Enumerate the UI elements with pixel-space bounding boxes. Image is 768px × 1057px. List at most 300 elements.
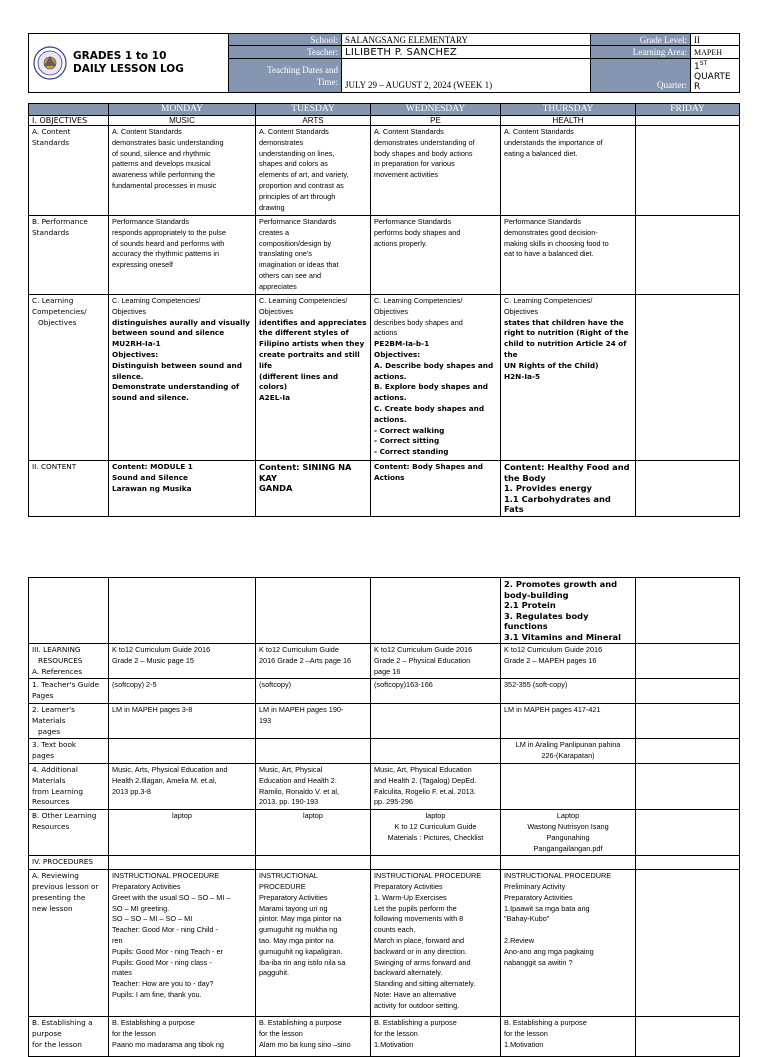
other-resources-tuesday: laptop [256,810,371,856]
cell-line: Content: Healthy Food and [504,462,630,472]
reviewing-thursday [501,870,636,1017]
cell-line: of sounds heard and performs with [112,238,225,248]
cell-line: C. Learning Competencies/ [504,296,593,305]
textbook-monday [109,739,256,764]
cell-line: PE2BM-Ia-b-1 [374,339,430,349]
cell-line: gumuguhit ng kapaligiran. [259,946,343,956]
cell-line: Standing and sitting alternately. [374,979,476,989]
cell-line: GANDA [259,483,293,493]
cell-line: 3. Regulates body functions [504,610,589,631]
textbook-wednesday [371,739,501,764]
cell-line: demonstrates understanding of [374,137,475,147]
label-line: Resources [32,797,70,807]
competencies-thursday [501,295,636,461]
label-line: 4. Additional [32,764,78,774]
cell-line: Preparatory Activities [112,881,181,891]
cell-line: Actions [374,472,405,482]
cell-line: Objectives [374,306,409,316]
cell-line: eating a balanced diet. [504,148,578,158]
cell-line: B. Establishing a purpose [374,1018,457,1028]
cell-line: identifies and appreciates [259,317,367,327]
procedures-label: IV. PROCEDURES [29,856,109,870]
cell-line: "Bahay-Kubo" [504,914,550,924]
reviewing-friday [636,870,740,1017]
cell-line: page 16 [374,666,401,676]
header-title-line1: GRADES 1 to 10 [73,50,167,62]
cell-line: Filipino artists when they [259,339,365,349]
label-line: 3. Text book [32,740,77,750]
cell-line: silence. [112,371,144,381]
purpose-thursday [501,1017,636,1057]
competencies-tuesday [256,295,371,461]
cell-line: Grade 2 – Physical Education [374,655,471,665]
cell-line: making skills in choosing food to [504,238,609,248]
label-line: Pages [32,691,54,701]
competencies-monday [109,295,256,461]
label-line: A. References [32,666,83,676]
cell-line: Demonstrate understanding of [112,382,240,392]
content-standards-tuesday [256,126,371,216]
school-value: SALANGSANG ELEMENTARY [342,34,591,46]
learners-materials-friday [636,703,740,738]
cell-line: A. Content Standards [259,127,329,136]
cell-line: Ramilo, Ronaldo V. et al, [259,786,340,796]
day-header-row [29,104,740,116]
cell-line: 3.1 Vitamins and Mineral [504,631,621,642]
competencies-friday [636,295,740,461]
day-header-tuesday: TUESDAY [256,104,371,116]
cell-line: principles of art through [259,191,336,201]
cell-line: in preparation for various [374,159,455,169]
label-line: pages [32,751,55,761]
cell-line: laptop [425,811,446,821]
content-row [29,461,740,517]
cell-line: Health 2.Illagan, Amelia M. et.al, [112,775,217,785]
cell-line: Objectives [112,306,147,316]
reviewing-wednesday [371,870,501,1017]
cell-line: Marami tayong uri ng [259,903,328,913]
cell-line: Distinguish between sound and [112,360,242,370]
cell-line: Performance Standards [504,217,582,226]
cell-line: sound and silence. [112,393,189,403]
performance-standards-friday [636,216,740,295]
cell-line: Education and Health 2. [259,775,337,785]
label-line: Competencies/ [32,306,87,316]
performance-standards-row [29,216,740,295]
deped-seal-icon [33,46,67,80]
cell-line: for the lesson [259,1028,303,1038]
cell-line: 1.Ipaawit sa mga bata ang [504,903,590,913]
cell-line: Music, Arts, Physical Education and [112,764,228,774]
label-line: RESOURCES [38,655,83,665]
quarter-label: Quarter: [591,59,691,93]
references-tuesday [256,644,371,679]
header-title-line2: DAILY LESSON LOG [73,63,184,75]
label-line: Standards [32,227,69,237]
cell-line: Larawan ng Musika [112,483,192,493]
cell-line: Preparatory Activities [374,881,443,891]
cell-line: Content: SINING NA KAY [259,462,352,483]
cell-line: Content: MODULE 1 [112,462,193,471]
content-standards-label-line: A. Content [32,127,71,136]
cell-line: 1.Motivation [504,1039,544,1049]
cell-line: others can see and [259,270,322,280]
competencies-row [29,295,740,461]
content-continued-monday [109,578,256,644]
teaching-dates-label-line2: Time: [316,76,338,87]
label-line: Objectives [38,317,77,327]
competencies-wednesday [371,295,501,461]
cell-line: Teacher: How are you to - day? [112,979,214,989]
references-row [29,644,740,679]
cell-line: Pangangailangan.pdf [533,843,603,853]
performance-standards-label [29,216,109,295]
cell-line: C. Create body shapes and [374,403,485,413]
cell-line: INSTRUCTIONAL PROCEDURE [112,871,220,881]
label-line: III. LEARNING [32,645,81,654]
cell-line: create portraits and still life [259,349,360,370]
cell-line: child to nutrition Article 24 of the [504,339,627,359]
learners-materials-wednesday [371,703,501,738]
teacher-value: LILIBETH P. SANCHEZ [342,46,591,59]
quarter-value-word2: R [694,82,701,92]
grade-level-value: II [691,34,740,46]
content-standards-wednesday [371,126,501,216]
textbook-tuesday [256,739,371,764]
additional-materials-thursday [501,763,636,809]
label-line: presenting the [32,892,86,902]
quarter-value-sup: ST [699,60,708,67]
cell-line: Falculita, Rogelio F. et.al. 2013. [374,786,476,796]
label-line: new lesson [32,903,73,913]
subject-tuesday: ARTS [256,116,371,126]
content-label: II. CONTENT [29,461,109,517]
cell-line: A. Content Standards [374,127,444,136]
content-friday [636,461,740,517]
teachers-guide-friday [636,679,740,704]
cell-line: nabanggit sa awitin ? [504,957,573,967]
cell-line: distinguishes aurally and visually [112,317,250,327]
cell-line: Sound and Silence [112,472,188,482]
cell-line: ren [112,935,123,945]
other-resources-row [29,810,740,856]
procedures-monday [109,856,256,870]
references-monday [109,644,256,679]
reviewing-monday [109,870,256,1017]
cell-line: understanding on lines, [259,148,335,158]
cell-line: body-building [504,589,569,600]
cell-line: mates [112,968,132,978]
cell-line: demonstrates basic understanding [112,137,224,147]
purpose-tuesday [256,1017,371,1057]
cell-line: right to nutrition (Right of the [504,328,629,338]
cell-line: translating one's [259,249,312,259]
label-line: 1. Teacher's Guide [32,680,100,690]
procedures-wednesday [371,856,501,870]
label-line: B. Performance [32,217,88,226]
cell-line: of sound, silence and rhythmic [112,148,211,158]
content-standards-monday [109,126,256,216]
teacher-label: Teacher: [229,46,342,59]
additional-materials-wednesday [371,763,501,809]
label-line: pages [38,726,61,736]
cell-line: A2EL-Ia [259,393,291,403]
day-header-wednesday: WEDNESDAY [371,104,501,116]
learners-materials-tuesday [256,703,371,738]
cell-line: - Correct walking [374,425,445,435]
header-table [28,33,740,93]
subject-monday: MUSIC [109,116,256,126]
cell-line: expressing oneself [112,260,173,270]
cell-line: 2.Review [504,935,535,945]
content-continued-friday [636,578,740,644]
learners-materials-monday: LM in MAPEH pages 3-8 [109,703,256,738]
day-header-friday: FRIDAY [636,104,740,116]
cell-line: Laptop [556,811,580,821]
content-continued-thursday [501,578,636,644]
cell-line: INSTRUCTIONAL [259,871,318,881]
teachers-guide-tuesday: (softcopy) [256,679,371,704]
cell-line: the Body [504,472,546,483]
cell-line: Swinging of arms forward and [374,957,471,967]
label-line: B. Establishing a [32,1018,93,1028]
cell-line: actions. [374,414,407,424]
cell-line: C. Learning Competencies/ [112,296,201,305]
cell-line: Paano mo madarama ang tibok ng [112,1039,224,1049]
textbook-row [29,739,740,764]
other-resources-thursday [501,810,636,856]
cell-line: actions [374,328,398,338]
cell-line: UN Rights of the Child) [504,360,599,370]
cell-line: INSTRUCTIONAL PROCEDURE [374,871,482,881]
cell-line: B. Explore body shapes and [374,382,489,392]
cell-line: Pangunahing [546,832,590,842]
cell-line: C. Learning Competencies/ [259,296,348,305]
references-thursday [501,644,636,679]
cell-line: Teacher: Good Mor - ning Child - [112,925,218,935]
content-monday [109,461,256,517]
purpose-wednesday [371,1017,501,1057]
references-wednesday [371,644,501,679]
cell-line: gumuguhit ng mukha ng [259,925,338,935]
cell-line: (different lines and colors) [259,371,339,392]
content-wednesday [371,461,501,517]
learners-materials-thursday: LM in MAPEH pages 417-421 [501,703,636,738]
cell-line: A. Content Standards [112,127,182,136]
cell-line: Objectives [259,306,294,316]
cell-line: B. Establishing a purpose [504,1018,587,1028]
cell-line: SO – MI greeting. [112,903,170,913]
content-standards-friday [636,126,740,216]
cell-line: actions properly. [374,238,427,248]
textbook-label [29,739,109,764]
quarter-value-word1: QUARTE [694,72,731,82]
cell-line: Pupils: I am fine, thank you. [112,989,202,999]
performance-standards-thursday [501,216,636,295]
label-line: A. Reviewing [32,871,79,881]
cell-line: Preparatory Activities [504,892,573,902]
cell-line: tao. May mga pintor na [259,935,334,945]
cell-line: Music, Art, Physical Education [374,764,472,774]
cell-line: Performance Standards [259,217,337,226]
cell-line: shapes and colors as [259,159,328,169]
cell-line: performs body shapes and [374,227,461,237]
cell-line: understands the importance of [504,137,603,147]
label-line: C. Learning [32,296,74,305]
cell-line: 1. Provides energy [504,483,592,493]
textbook-thursday [501,739,636,764]
cell-line: 193 [259,715,272,725]
purpose-row [29,1017,740,1057]
cell-line: fundamental processes in music [112,180,217,190]
procedures-friday [636,856,740,870]
cell-line: Preparatory Activities [259,892,328,902]
cell-line: Greet with the usual SO – SO – MI – [112,892,231,902]
additional-materials-monday [109,763,256,809]
day-header-monday: MONDAY [109,104,256,116]
label-line: for the lesson [32,1039,82,1049]
cell-line: pintor. May mga pintor na [259,914,342,924]
cell-line: patterns and develops musical [112,159,211,169]
cell-line: drawing [259,202,285,212]
cell-line: creates a [259,227,290,237]
other-resources-monday: laptop [109,810,256,856]
content-continued-tuesday [256,578,371,644]
cell-line: for the lesson [374,1028,418,1038]
performance-standards-monday [109,216,256,295]
other-resources-friday [636,810,740,856]
cell-line: Materials : Pictures, Checklist [387,832,484,842]
content-thursday [501,461,636,517]
cell-line: K to12 Curriculum Guide 2016 [374,645,473,654]
lesson-log-table-part2 [28,577,740,1057]
learning-area-value: MAPEH [691,46,740,59]
lesson-log-table-part1 [28,103,740,517]
quarter-value-number: 1 [694,62,700,72]
cell-line: counts each. [374,925,416,935]
cell-line: Objectives: [112,349,159,359]
subject-wednesday: PE [371,116,501,126]
label-line: Materials [32,715,66,725]
learners-materials-row [29,703,740,738]
cell-line: for the lesson [112,1028,156,1038]
label-line: previous lesson or [32,881,99,891]
procedures-thursday [501,856,636,870]
cell-line: LM in Araling Panlipunan pahina [515,740,621,750]
cell-line: March in place, forward and [374,935,465,945]
cell-line: 2013. pp. 190-193 [259,797,319,807]
cell-line: demonstrates good decision- [504,227,598,237]
cell-line: pagguhit. [259,968,290,978]
cell-line: H2N-Ia-5 [504,371,541,381]
teaching-dates-label-line1: Teaching Dates and [267,64,338,75]
cell-line: demonstrates [259,137,304,147]
cell-line: Performance Standards [374,217,452,226]
cell-line: the different styles of [259,328,349,338]
content-continued-label [29,578,109,644]
cell-line: activity for outdoor setting. [374,1000,460,1010]
cell-line: Let the pupils perform the [374,903,457,913]
day-header-thursday: THURSDAY [501,104,636,116]
cell-line: actions. [374,371,407,381]
cell-line: K to12 Curriculum Guide [259,645,339,654]
cell-line: Objectives: [374,349,421,359]
other-resources-label [29,810,109,856]
cell-line: LM in MAPEH pages 190- [259,704,344,714]
cell-line: states that children have the [504,317,624,327]
teachers-guide-row [29,679,740,704]
cell-line: INSTRUCTIONAL PROCEDURE [504,871,612,881]
cell-line: MU2RH-Ia-1 [112,339,161,349]
teaching-dates-label [229,59,342,93]
cell-line: 1.1 Carbohydrates and Fats [504,493,611,514]
cell-line: Ano-ano ang mga pagkaing [504,946,594,956]
cell-line: Objectives [504,306,539,316]
cell-line: composition/design by [259,238,332,248]
cell-line [504,925,632,936]
references-friday [636,644,740,679]
purpose-label [29,1017,109,1057]
cell-line: Preliminary Activity [504,881,566,891]
procedures-row [29,856,740,870]
cell-line: 226-(Karapatan) [541,751,595,761]
content-standards-thursday [501,126,636,216]
cell-line: Grade 2 – Music page 15 [112,655,194,665]
quarter-value [691,59,740,93]
cell-line: actions. [374,393,407,403]
teaching-dates-value: JULY 29 – AUGUST 2, 2024 (WEEK 1) [342,59,591,93]
content-continued-wednesday [371,578,501,644]
content-standards-label [29,126,109,216]
additional-materials-tuesday [256,763,371,809]
cell-line: C. Learning Competencies/ [374,296,463,305]
cell-line: - Correct sitting [374,436,440,446]
other-resources-wednesday [371,810,501,856]
cell-line: Pupils: Good Mor - ning Teach - er [112,946,223,956]
additional-materials-row [29,763,740,809]
competencies-label [29,295,109,461]
content-standards-row [29,126,740,216]
cell-line: and Health 2. (Tagalog) DepEd. [374,775,477,785]
cell-line: Iba-iba rin ang istilo nila sa [259,957,346,967]
cell-line: describes body shapes and [374,317,463,327]
label-line: from Learning [32,786,83,796]
cell-line: A. Describe body shapes and [374,360,494,370]
cell-line: Alam mo ba kung sino –sino [259,1039,351,1049]
grade-level-label: Grade Level: [591,34,691,46]
reviewing-tuesday [256,870,371,1017]
label-line: purpose [32,1028,62,1038]
additional-materials-friday [636,763,740,809]
subject-friday [636,116,740,126]
cell-line: backward or in any direction. [374,946,467,956]
content-tuesday [256,461,371,517]
textbook-friday [636,739,740,764]
cell-line: Pupils: Good Mor - ning class - [112,957,212,967]
purpose-monday [109,1017,256,1057]
cell-line: appreciates [259,281,297,291]
cell-line: 1.Motivation [374,1039,414,1049]
cell-line: between sound and silence [112,328,225,338]
learning-resources-label [29,644,109,679]
teachers-guide-thursday: 352-355 (soft-copy) [501,679,636,704]
label-line: B. Other Learning [32,811,97,821]
cell-line: 2013 pp.3-8 [112,786,151,796]
cell-line: movement activities [374,170,439,180]
cell-line: 2. Promotes growth and [504,579,618,589]
cell-line: K to 12 Curriculum Guide [394,821,477,831]
cell-line: K to12 Curriculum Guide 2016 [504,645,603,654]
